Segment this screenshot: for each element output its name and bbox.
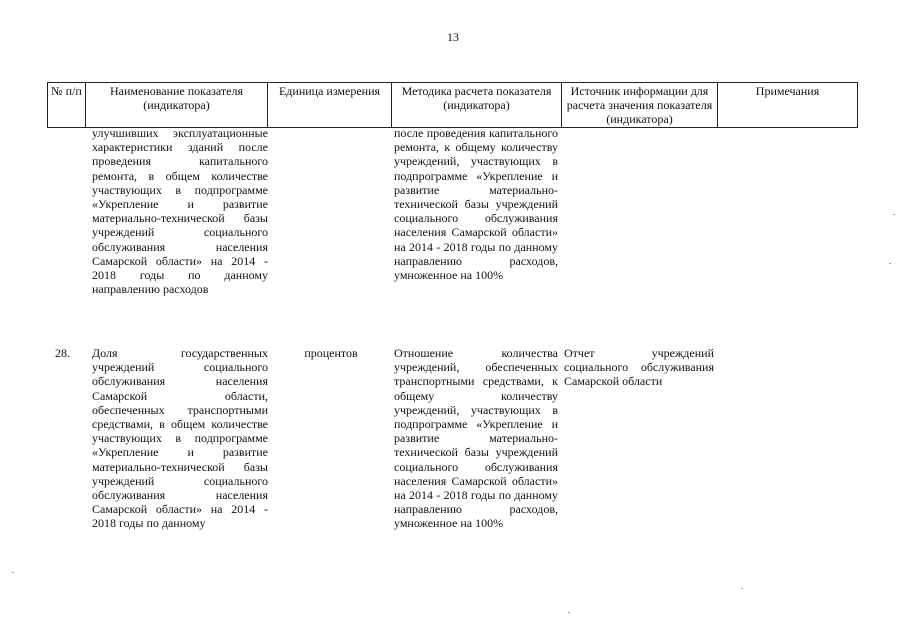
header-indicator-name: Наименование показателя (индикатора) [86,83,268,128]
table-body [47,126,857,531]
scan-speck [12,572,14,573]
header-method: Методика расчета показателя (индикатора) [392,83,562,128]
table-row [47,126,857,346]
scan-speck [893,214,895,215]
page-number: 13 [447,30,459,44]
header-unit: Единица измерения [268,83,392,128]
row-notes [717,346,857,531]
row-method: Отношение количества учреждений, обеспеченных транспортными средствами, к общему количеству учреждений, участвующих в подпрограмме «Укрепление и развитие материально-технической базы учреждений социального обслуживания населения Самарской области» на 2014 - 2018 годы по данному направлению расходов, умноженное на 100% [394,346,558,531]
row-source [561,126,717,346]
row-indicator-name: улучшивших эксплуатационные характеристики зданий после проведения капитального ремонта, в общем количестве участвующих в подпрограмме «Укрепление и развитие материально-технической базы учреждений социального обслуживания населения Самарской области» на 2014 - 2018 годы по данному направлению расходов [92,126,268,297]
row-indicator-name: Доля государственных учреждений социального обслуживания населения Самарской области, обеспеченных транспортными средствами, в общем количестве участвующих в подпрограмме «Укрепление и развитие материально-технической базы учреждений социального обслуживания населения Самарской области» на 2014 - 2018 годы по данному [92,346,268,531]
row-notes [717,126,857,346]
scan-speck [568,612,570,613]
header-number: № п/п [48,83,86,128]
scan-speck [741,588,743,589]
row-source: Отчет учреждений социального обслуживания Самарской области [564,346,714,389]
row-unit: процентов [304,346,358,360]
row-method: после проведения капитального ремонта, к общему количеству учреждений, участвующих в подпрограмме «Укрепление и развитие материально-технической базы учреждений социального обслуживания населения Самарской области» на 2014 - 2018 годы по данному направлению расходов, умноженное на 100% [394,126,558,283]
table-row [47,346,857,531]
scan-speck [889,263,891,264]
header-notes: Примечания [718,83,858,128]
row-number: 28. [55,346,70,360]
row-number [47,126,89,346]
table-header [47,82,858,128]
header-source: Источник информации для расчета значения показателя (индикатора) [562,83,718,128]
row-unit [271,126,391,346]
